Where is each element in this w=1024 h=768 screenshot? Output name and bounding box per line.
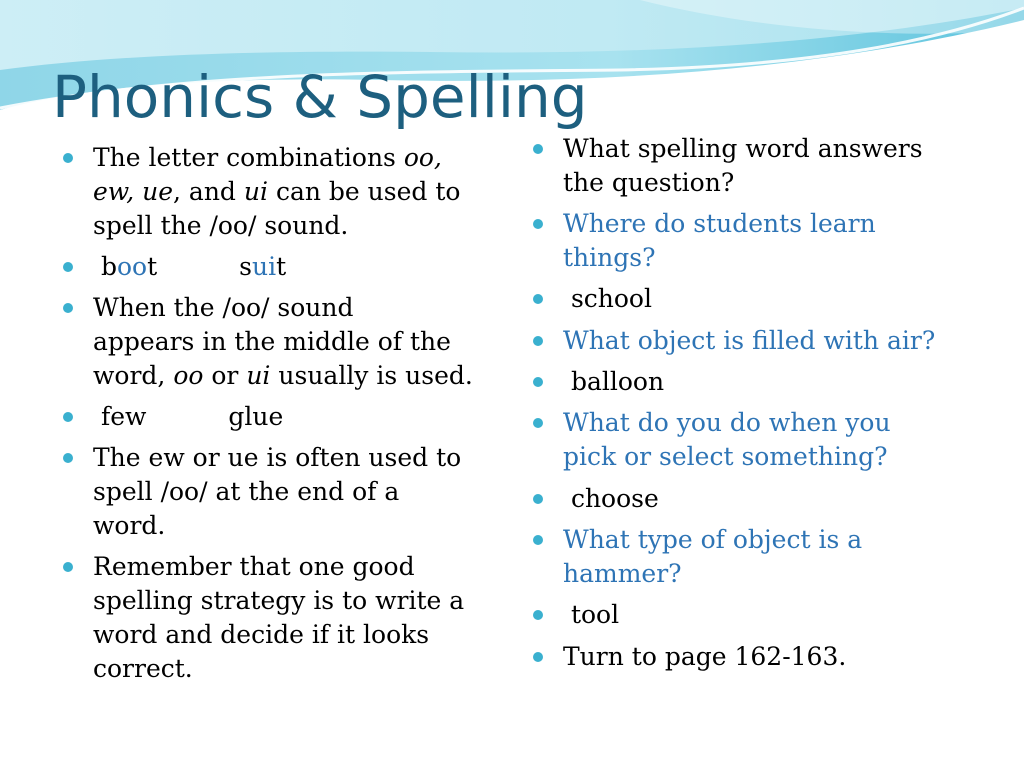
bullet-line: word and decide if it looks <box>93 620 430 649</box>
question-pick-or-select <box>532 406 992 474</box>
bullet-line: What spelling word answers <box>563 134 923 163</box>
bullet-icon <box>533 418 543 428</box>
answer-word: balloon <box>570 367 665 396</box>
question-line: What do you do when you <box>563 408 891 437</box>
answer-school <box>532 282 992 316</box>
bullet-icon <box>533 535 543 545</box>
bullet-middle-of-word <box>62 291 502 393</box>
question-line: Where do students learn <box>563 209 876 238</box>
bullet-example-words-2 <box>62 400 502 434</box>
bullet-icon <box>533 377 543 387</box>
example-word-glue: glue <box>228 402 284 431</box>
bullet-line: word. <box>93 511 166 540</box>
example-words-line <box>93 250 502 284</box>
bullet-turn-to-page <box>532 640 992 674</box>
bullet-icon <box>63 153 73 163</box>
bullet-icon <box>63 562 73 572</box>
question-students-learn <box>532 207 992 275</box>
bullet-example-words <box>62 250 502 284</box>
bullet-line: spelling strategy is to write a <box>93 586 465 615</box>
bullet-icon <box>63 303 73 313</box>
question-line: What object is filled with air? <box>563 326 936 355</box>
question-filled-with-air <box>532 324 992 358</box>
bullet-icon <box>533 494 543 504</box>
bullet-icon <box>63 262 73 272</box>
bullet-letter-combinations <box>62 141 502 243</box>
answer-choose <box>532 482 992 516</box>
bullet-line: correct. <box>93 654 193 683</box>
bullet-line: appears in the middle of the <box>93 327 451 356</box>
answer-word: choose <box>570 484 659 513</box>
bullet-line: The letter combinations oo, <box>93 143 442 172</box>
question-hammer <box>532 523 992 591</box>
bullet-line: spell the /oo/ sound. <box>93 211 349 240</box>
example-word-few: few <box>100 402 147 431</box>
slide-title: Phonics & Spelling <box>52 63 588 131</box>
bullet-icon <box>533 144 543 154</box>
bullet-icon <box>533 336 543 346</box>
question-line: hammer? <box>563 559 682 588</box>
bullet-question-intro <box>532 132 992 200</box>
example-word-suit: suit <box>239 252 287 281</box>
question-line: What type of object is a <box>563 525 863 554</box>
bullet-line: Remember that one good <box>93 552 415 581</box>
question-line: things? <box>563 243 656 272</box>
bullet-line: word, oo or ui usually is used. <box>93 361 473 390</box>
answer-word: tool <box>570 600 620 629</box>
bullet-line: The ew or ue is often used to <box>93 443 462 472</box>
bullet-line: spell /oo/ at the end of a <box>93 477 400 506</box>
bullet-end-of-word <box>62 441 502 543</box>
bullet-line: the question? <box>563 168 735 197</box>
bullet-line: Turn to page 162-163. <box>563 642 847 671</box>
bullet-icon <box>533 294 543 304</box>
bullet-line: ew, ue, and ui can be used to <box>93 177 461 206</box>
answer-word: school <box>570 284 652 313</box>
example-word-boot: boot <box>100 252 158 281</box>
bullet-icon <box>533 652 543 662</box>
answer-balloon <box>532 365 992 399</box>
bullet-icon <box>63 412 73 422</box>
answer-tool <box>532 598 992 632</box>
bullet-icon <box>63 453 73 463</box>
bullet-line: When the /oo/ sound <box>93 293 354 322</box>
bullet-icon <box>533 610 543 620</box>
question-line: pick or select something? <box>563 442 888 471</box>
bullet-icon <box>533 219 543 229</box>
example-words-line <box>93 400 502 434</box>
bullet-spelling-strategy <box>62 550 502 686</box>
